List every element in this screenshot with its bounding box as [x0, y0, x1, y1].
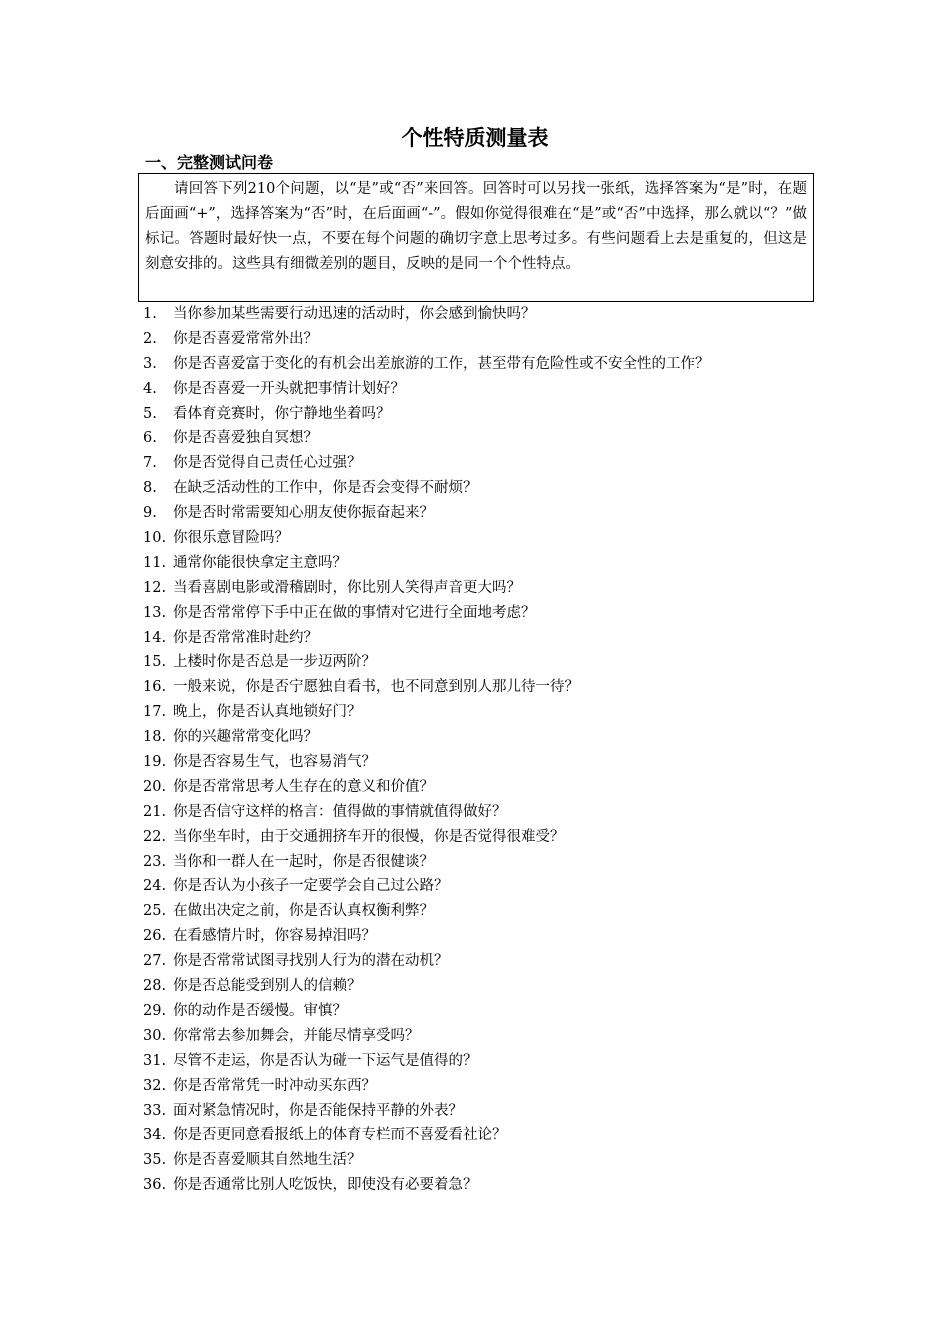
question-number: 24. [143, 878, 167, 895]
question-item [143, 626, 843, 651]
question-text: 你是否喜爱独自冥想？ [173, 430, 318, 447]
question-text: 你是否通常比别人吃饭快，即使没有必要着急？ [173, 1177, 478, 1194]
question-item [143, 377, 843, 402]
question-number: 12. [143, 579, 167, 596]
question-number: 26. [143, 928, 167, 945]
question-text: 你是否觉得自己责任心过强？ [173, 455, 362, 472]
question-number: 1. [143, 306, 157, 322]
question-number: 35. [143, 1152, 167, 1169]
question-item [143, 700, 843, 725]
question-number: 30. [143, 1027, 167, 1044]
question-text: 在做出决定之前，你是否认真权衡利弊？ [173, 903, 434, 920]
question-text: 在看感情片时，你容易掉泪吗？ [173, 928, 376, 945]
question-number: 6. [143, 430, 157, 447]
question-item [143, 352, 843, 377]
question-item [143, 1074, 843, 1099]
question-number: 29. [143, 1002, 167, 1019]
question-number: 5. [143, 405, 157, 422]
question-number: 20. [143, 778, 167, 795]
section-heading: 一、完整测试问卷 [145, 153, 274, 172]
question-number: 3. [143, 355, 157, 372]
question-number: 14. [143, 629, 167, 646]
question-text: 看体育竞赛时，你宁静地坐着吗？ [173, 405, 391, 422]
question-item [143, 476, 843, 501]
question-number: 22. [143, 828, 167, 845]
question-item [143, 825, 843, 850]
question-text: 面对紧急情况时，你是否能保持平静的外表？ [173, 1102, 463, 1119]
question-number: 28. [143, 978, 167, 995]
question-item [143, 302, 843, 327]
question-text: 晚上，你是否认真地锁好门？ [173, 704, 362, 721]
question-item [143, 1099, 843, 1124]
question-item [143, 601, 843, 626]
question-item [143, 402, 843, 427]
question-text: 你是否常常准时赴约？ [173, 629, 318, 646]
question-item [143, 501, 843, 526]
question-text: 你是否喜爱一开头就把事情计划好？ [173, 380, 405, 397]
question-number: 4. [143, 380, 157, 397]
question-number: 8. [143, 480, 157, 497]
question-text: 尽管不走运，你是否认为碰一下运气是值得的？ [173, 1052, 478, 1069]
question-text: 你是否常常思考人生存在的意义和价值？ [173, 778, 434, 795]
question-number: 19. [143, 754, 167, 771]
question-text: 当你和一群人在一起时，你是否很健谈？ [173, 853, 434, 870]
question-number: 34. [143, 1127, 167, 1144]
question-text: 你是否更同意看报纸上的体育专栏而不喜爱看社论？ [173, 1127, 507, 1144]
question-number: 23. [143, 853, 167, 870]
question-text: 在缺乏活动性的工作中，你是否会变得不耐烦？ [173, 480, 478, 497]
question-item [143, 451, 843, 476]
question-number: 18. [143, 729, 167, 746]
question-item [143, 1024, 843, 1049]
question-item [143, 775, 843, 800]
instructions-text: 请回答下列210个问题，以“是”或“否”来回答。回答时可以另找一张纸，选择答案为“是”时，在题后面画“+”，选择答案为“否”时，在后面画“-”。假如你觉得很难在“是”或“否”中选择，那么就以“？”做标记。答题时最好快一点，不要在每个问题的确切字意上思考过多。有些问题看上去是重复的，但这是刻意安排的。这些具有细微差别的题目，反映的是同一个个性特点。 [145, 181, 807, 272]
question-number: 32. [143, 1077, 167, 1094]
question-number: 15. [143, 654, 167, 671]
question-text: 你是否喜爱常常外出？ [173, 330, 318, 347]
question-text: 你是否喜爱顺其自然地生活？ [173, 1152, 362, 1169]
question-text: 你是否时常需要知心朋友使你振奋起来？ [173, 505, 434, 522]
question-text: 当你坐车时，由于交通拥挤车开的很慢，你是否觉得很难受？ [173, 828, 565, 845]
question-item [143, 874, 843, 899]
question-item [143, 327, 843, 352]
question-item [143, 1123, 843, 1148]
question-text: 你很乐意冒险吗？ [173, 530, 289, 547]
question-list [143, 302, 843, 1198]
question-item [143, 949, 843, 974]
question-item [143, 725, 843, 750]
question-item [143, 999, 843, 1024]
question-text: 你是否常常试图寻找别人行为的潜在动机？ [173, 953, 449, 970]
question-item [143, 1148, 843, 1173]
question-item [143, 750, 843, 775]
question-item [143, 1173, 843, 1198]
question-item [143, 800, 843, 825]
question-text: 当你参加某些需要行动迅速的活动时，你会感到愉快吗？ [173, 306, 536, 322]
question-text: 你是否喜爱富于变化的有机会出差旅游的工作，甚至带有危险性或不安全性的工作？ [173, 355, 710, 372]
question-number: 2. [143, 330, 157, 347]
question-number: 7. [143, 455, 157, 472]
question-item [143, 974, 843, 999]
question-item [143, 526, 843, 551]
question-text: 你的动作是否缓慢。审慎？ [173, 1002, 347, 1019]
question-number: 17. [143, 704, 167, 721]
instructions-box [138, 173, 814, 302]
question-number: 36. [143, 1177, 167, 1194]
question-number: 27. [143, 953, 167, 970]
question-text: 当看喜剧电影或滑稽剧时，你比别人笑得声音更大吗？ [173, 579, 521, 596]
question-number: 13. [143, 604, 167, 621]
question-text: 你常常去参加舞会，并能尽情享受吗？ [173, 1027, 420, 1044]
question-item [143, 650, 843, 675]
question-text: 你是否常常凭一时冲动买东西？ [173, 1077, 376, 1094]
question-text: 一般来说，你是否宁愿独自看书，也不同意到别人那儿待一待？ [173, 679, 579, 696]
question-item [143, 551, 843, 576]
question-number: 16. [143, 679, 167, 696]
document-title: 个性特质测量表 [401, 126, 549, 150]
question-number: 33. [143, 1102, 167, 1119]
question-item [143, 899, 843, 924]
question-text: 你是否容易生气，也容易消气？ [173, 754, 376, 771]
question-number: 21. [143, 803, 167, 820]
question-number: 31. [143, 1052, 167, 1069]
question-text: 通常你能很快拿定主意吗？ [173, 554, 347, 571]
question-item [143, 426, 843, 451]
question-text: 你的兴趣常常变化吗？ [173, 729, 318, 746]
question-text: 你是否信守这样的格言：值得做的事情就值得做好？ [173, 803, 507, 820]
question-item [143, 1049, 843, 1074]
question-text: 上楼时你是否总是一步迈两阶？ [173, 654, 376, 671]
question-text: 你是否认为小孩子一定要学会自己过公路？ [173, 878, 449, 895]
question-number: 11. [143, 554, 167, 571]
question-number: 9. [143, 505, 157, 522]
question-number: 25. [143, 903, 167, 920]
question-item [143, 850, 843, 875]
question-number: 10. [143, 530, 167, 547]
question-item [143, 924, 843, 949]
question-text: 你是否常常停下手中正在做的事情对它进行全面地考虑？ [173, 604, 536, 621]
question-item [143, 576, 843, 601]
question-item [143, 675, 843, 700]
question-text: 你是否总能受到别人的信赖？ [173, 978, 362, 995]
